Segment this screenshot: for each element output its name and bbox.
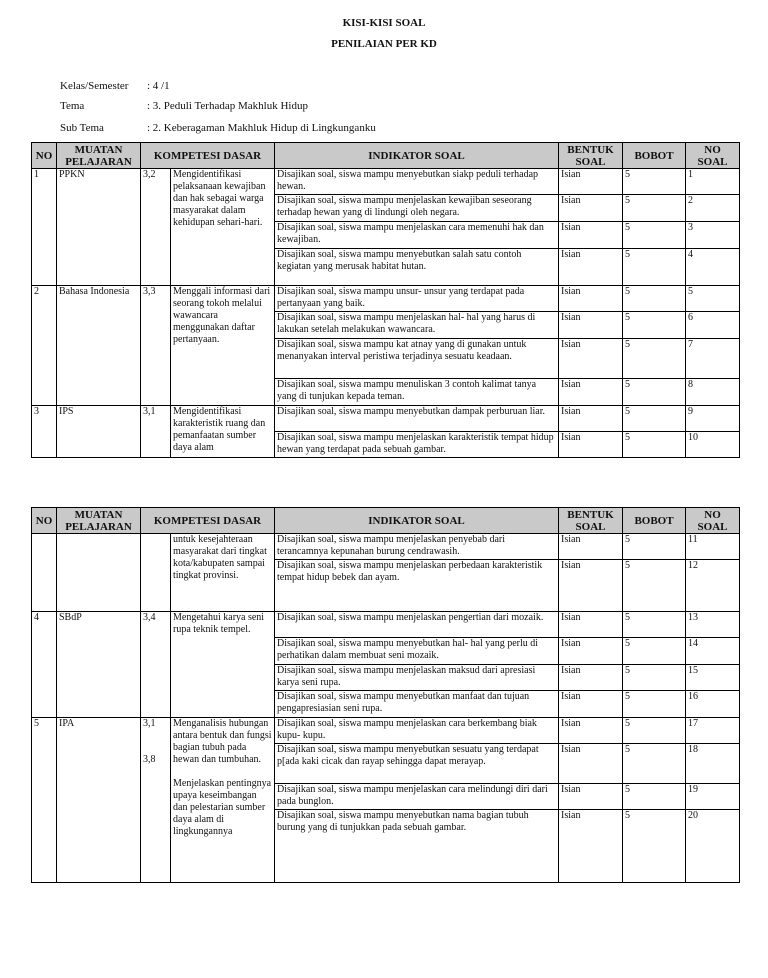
- cell-muatan: SBdP: [57, 612, 141, 718]
- cell-no-soal: 20: [686, 810, 740, 883]
- table-row: [32, 612, 740, 638]
- cell-indikator: Disajikan soal, siswa mampu menjelaskan kewajiban seseorang terhadap hewan yang di lindungi oleh negara.: [275, 195, 559, 222]
- cell-bentuk: Isian: [559, 339, 623, 379]
- cell-bobot: 5: [623, 612, 686, 638]
- header-bentuk-text: SOAL: [575, 520, 606, 533]
- header-no-soal: [686, 508, 740, 534]
- cell-bentuk: Isian: [559, 379, 623, 406]
- cell-kd-text: [171, 718, 275, 883]
- kd-text: Menganalisis hubungan antara bentuk dan fungsi bagian tubuh pada hewan dan tumbuhan.: [173, 718, 272, 765]
- cell-bentuk: Isian: [559, 222, 623, 249]
- cell-no-soal: 12: [686, 560, 740, 612]
- cell-no: 3: [32, 406, 57, 458]
- header-bobot: [623, 143, 686, 169]
- cell-bentuk: Isian: [559, 249, 623, 286]
- header-bentuk: [559, 508, 623, 534]
- cell-bobot: 5: [623, 339, 686, 379]
- cell-bobot: 5: [623, 665, 686, 691]
- meta-value: : 4 /1: [147, 80, 170, 92]
- cell-bobot: 5: [623, 406, 686, 432]
- cell-bobot: 5: [623, 638, 686, 665]
- cell-bobot: 5: [623, 784, 686, 810]
- header-muatan-text: MUATAN: [74, 143, 123, 156]
- cell-indikator: Disajikan soal, siswa mampu menjelaskan cara berkembang biak kupu- kupu.: [275, 718, 559, 744]
- header-kd-text: KOMPETESI DASAR: [153, 514, 262, 527]
- cell-no: 1: [32, 169, 57, 286]
- kd-text: Mengidentifikasi pelaksanaan kewajiban dan hak sebagai warga masyarakat dalam kehidupan sehari-hari.: [173, 169, 266, 228]
- cell-no-soal: 19: [686, 784, 740, 810]
- kd-text: untuk kesejahteraan masyarakat dari tingkat kota/kabupaten sampai tingkat provinsi.: [173, 534, 267, 581]
- table-row: [32, 534, 740, 560]
- cell-bobot: 5: [623, 286, 686, 312]
- cell-kd-number: [141, 169, 171, 286]
- cell-bentuk: Isian: [559, 810, 623, 883]
- cell-indikator: Disajikan soal, siswa mampu unsur- unsur yang terdapat pada pertanyaan yang baik.: [275, 286, 559, 312]
- cell-no-soal: 15: [686, 665, 740, 691]
- meta-value: : 3. Peduli Terhadap Makhluk Hidup: [147, 100, 308, 112]
- cell-bentuk: Isian: [559, 612, 623, 638]
- cell-no: 4: [32, 612, 57, 718]
- kd-text: Mengidentifikasi karakteristik ruang dan pemanfaatan sumber daya alam: [173, 406, 266, 453]
- table-header-row: [32, 143, 740, 169]
- kd-number: 3,3: [143, 286, 156, 297]
- cell-no-soal: 7: [686, 339, 740, 379]
- kd-number: 3,2: [143, 169, 156, 180]
- cell-bobot: 5: [623, 249, 686, 286]
- cell-no-soal: 6: [686, 312, 740, 339]
- header-no-soal-text: SOAL: [697, 520, 728, 533]
- cell-no-soal: 9: [686, 406, 740, 432]
- cell-indikator: Disajikan soal, siswa mampu menyebutkan nama bagian tubuh burung yang di tunjukkan pada sebuah gambar.: [275, 810, 559, 883]
- cell-kd-number: [141, 612, 171, 718]
- cell-bobot: 5: [623, 691, 686, 718]
- table-row: [32, 169, 740, 195]
- cell-bobot: 5: [623, 195, 686, 222]
- meta-label: Tema: [60, 100, 85, 112]
- header-no: [32, 143, 57, 169]
- cell-no-soal: 11: [686, 534, 740, 560]
- cell-kd-text: [171, 406, 275, 458]
- header-bentuk-text: BENTUK: [567, 508, 614, 521]
- kd-text-2: Menjelaskan pentingnya upaya keseimbangan dan pelestarian sumber daya alam di lingkungannya: [173, 778, 272, 837]
- header-bobot-text: BOBOT: [634, 514, 674, 527]
- cell-bentuk: Isian: [559, 169, 623, 195]
- header-no-soal-text: SOAL: [697, 155, 728, 168]
- cell-bentuk: Isian: [559, 286, 623, 312]
- document-title: KISI-KISI SOAL: [342, 17, 426, 29]
- cell-kd-text: [171, 534, 275, 612]
- header-kd-text: KOMPETESI DASAR: [153, 149, 262, 162]
- meta-label: Kelas/Semester: [60, 80, 129, 92]
- cell-indikator: Disajikan soal, siswa mampu menjelaskan pengertian dari mozaik.: [275, 612, 559, 638]
- header-muatan-text: MUATAN: [74, 508, 123, 521]
- header-no: [32, 508, 57, 534]
- cell-indikator: Disajikan soal, siswa mampu menyebutkan siakp peduli terhadap hewan.: [275, 169, 559, 195]
- table-row: [32, 286, 740, 312]
- cell-bobot: 5: [623, 222, 686, 249]
- cell-no-soal: 18: [686, 744, 740, 784]
- cell-kd-text: [171, 286, 275, 406]
- header-indikator: [275, 143, 559, 169]
- cell-bobot: 5: [623, 810, 686, 883]
- table-row: [32, 406, 740, 432]
- cell-indikator: Disajikan soal, siswa mampu menuliskan 3 contoh kalimat tanya yang di tunjukan kepada teman.: [275, 379, 559, 406]
- cell-bentuk: Isian: [559, 784, 623, 810]
- header-no-soal-text: NO: [704, 143, 721, 156]
- table-row: [32, 718, 740, 744]
- cell-kd-number: [141, 286, 171, 406]
- cell-indikator: Disajikan soal, siswa mampu menyebutkan dampak perburuan liar.: [275, 406, 559, 432]
- cell-no: 2: [32, 286, 57, 406]
- cell-kd-text: [171, 612, 275, 718]
- cell-no-soal: 10: [686, 432, 740, 458]
- header-kd: [141, 143, 275, 169]
- cell-no-soal: 5: [686, 286, 740, 312]
- cell-indikator: Disajikan soal, siswa mampu menjelaskan perbedaan karakteristik tempat hidup bebek dan ayam.: [275, 560, 559, 612]
- cell-bentuk: Isian: [559, 665, 623, 691]
- header-bentuk-text: SOAL: [575, 155, 606, 168]
- cell-kd-number: [141, 406, 171, 458]
- cell-indikator: Disajikan soal, siswa mampu menyebutkan sesuatu yang terdapat p[ada kaki cicak dan rayap sehingga dapat merayap.: [275, 744, 559, 784]
- cell-bobot: 5: [623, 432, 686, 458]
- header-indikator-text: INDIKATOR SOAL: [368, 514, 465, 527]
- cell-no-soal: 13: [686, 612, 740, 638]
- cell-muatan: Bahasa Indonesia: [57, 286, 141, 406]
- meta-label: Sub Tema: [60, 122, 104, 134]
- cell-no: [32, 534, 57, 612]
- header-bobot-text: BOBOT: [634, 149, 674, 162]
- cell-kd-number: [141, 534, 171, 612]
- header-indikator-text: INDIKATOR SOAL: [368, 149, 465, 162]
- cell-indikator: Disajikan soal, siswa mampu menjelaskan penyebab dari terancamnya kepunahan burung cendrawasih.: [275, 534, 559, 560]
- cell-bentuk: Isian: [559, 406, 623, 432]
- kd-number-2: 3,8: [143, 754, 156, 765]
- meta-value: : 2. Keberagaman Makhluk Hidup di Lingkunganku: [147, 122, 376, 134]
- kd-text: Menggali informasi dari seorang tokoh melalui wawancara menggunakan daftar pertanyaan.: [173, 286, 271, 345]
- header-bentuk: [559, 143, 623, 169]
- cell-muatan: IPA: [57, 718, 141, 883]
- header-muatan-text: PELAJARAN: [65, 155, 132, 168]
- cell-bentuk: Isian: [559, 744, 623, 784]
- cell-bobot: 5: [623, 379, 686, 406]
- cell-no-soal: 3: [686, 222, 740, 249]
- cell-bobot: 5: [623, 312, 686, 339]
- cell-bobot: 5: [623, 534, 686, 560]
- cell-no-soal: 8: [686, 379, 740, 406]
- header-bentuk-text: BENTUK: [567, 143, 614, 156]
- header-indikator: [275, 508, 559, 534]
- header-no-soal: [686, 143, 740, 169]
- cell-no: 5: [32, 718, 57, 883]
- cell-bentuk: Isian: [559, 638, 623, 665]
- cell-bentuk: Isian: [559, 195, 623, 222]
- cell-muatan: [57, 534, 141, 612]
- cell-indikator: Disajikan soal, siswa mampu menyebutkan salah satu contoh kegiatan yang merusak habitat hutan.: [275, 249, 559, 286]
- header-muatan-text: PELAJARAN: [65, 520, 132, 533]
- kd-number: 3,1: [143, 406, 156, 417]
- header-no-soal-text: NO: [704, 508, 721, 521]
- cell-indikator: Disajikan soal, siswa mampu menjelaskan hal- hal yang harus di lakukan setelah melakukan wawancara.: [275, 312, 559, 339]
- header-kd: [141, 508, 275, 534]
- cell-kd-number: [141, 718, 171, 883]
- header-no-text: NO: [35, 149, 53, 162]
- cell-bentuk: Isian: [559, 534, 623, 560]
- header-muatan: [57, 508, 141, 534]
- cell-kd-text: [171, 169, 275, 286]
- cell-indikator: Disajikan soal, siswa mampu menyebutkan hal- hal yang perlu di perhatikan dalam membuat seni mozaik.: [275, 638, 559, 665]
- cell-muatan: PPKN: [57, 169, 141, 286]
- cell-bentuk: Isian: [559, 312, 623, 339]
- header-bobot: [623, 508, 686, 534]
- kd-text: Mengetahui karya seni rupa teknik tempel.: [173, 612, 265, 635]
- kd-number: 3,4: [143, 612, 156, 623]
- cell-indikator: Disajikan soal, siswa mampu menjelaskan maksud dari apresiasi karya seni rupa.: [275, 665, 559, 691]
- cell-no-soal: 16: [686, 691, 740, 718]
- cell-bobot: 5: [623, 169, 686, 195]
- cell-no-soal: 2: [686, 195, 740, 222]
- cell-bentuk: Isian: [559, 560, 623, 612]
- cell-no-soal: 1: [686, 169, 740, 195]
- table-header-row: [32, 508, 740, 534]
- cell-no-soal: 4: [686, 249, 740, 286]
- cell-indikator: Disajikan soal, siswa mampu menjelaskan cara memenuhi hak dan kewajiban.: [275, 222, 559, 249]
- cell-indikator: Disajikan soal, siswa mampu menjelaskan cara melindungi diri dari pada bunglon.: [275, 784, 559, 810]
- cell-indikator: Disajikan soal, siswa mampu menjelaskan karakteristik tempat hidup hewan yang terdapat pada sebuah gambar.: [275, 432, 559, 458]
- cell-no-soal: 17: [686, 718, 740, 744]
- cell-indikator: Disajikan soal, siswa mampu kat atnay yang di gunakan untuk menanyakan interval peristiwa terjadinya sesuatu keadaan.: [275, 339, 559, 379]
- cell-bentuk: Isian: [559, 718, 623, 744]
- header-muatan: [57, 143, 141, 169]
- cell-bentuk: Isian: [559, 691, 623, 718]
- cell-bobot: 5: [623, 718, 686, 744]
- kisi-table-2: [31, 507, 740, 883]
- document-subtitle: PENILAIAN PER KD: [331, 38, 437, 50]
- header-no-text: NO: [35, 514, 53, 527]
- cell-bobot: 5: [623, 560, 686, 612]
- cell-bobot: 5: [623, 744, 686, 784]
- kisi-table-1: [31, 142, 740, 458]
- kd-number: 3,1: [143, 718, 156, 729]
- cell-no-soal: 14: [686, 638, 740, 665]
- cell-indikator: Disajikan soal, siswa mampu menyebutkan manfaat dan tujuan pengapresiasian seni rupa.: [275, 691, 559, 718]
- cell-muatan: IPS: [57, 406, 141, 458]
- cell-bentuk: Isian: [559, 432, 623, 458]
